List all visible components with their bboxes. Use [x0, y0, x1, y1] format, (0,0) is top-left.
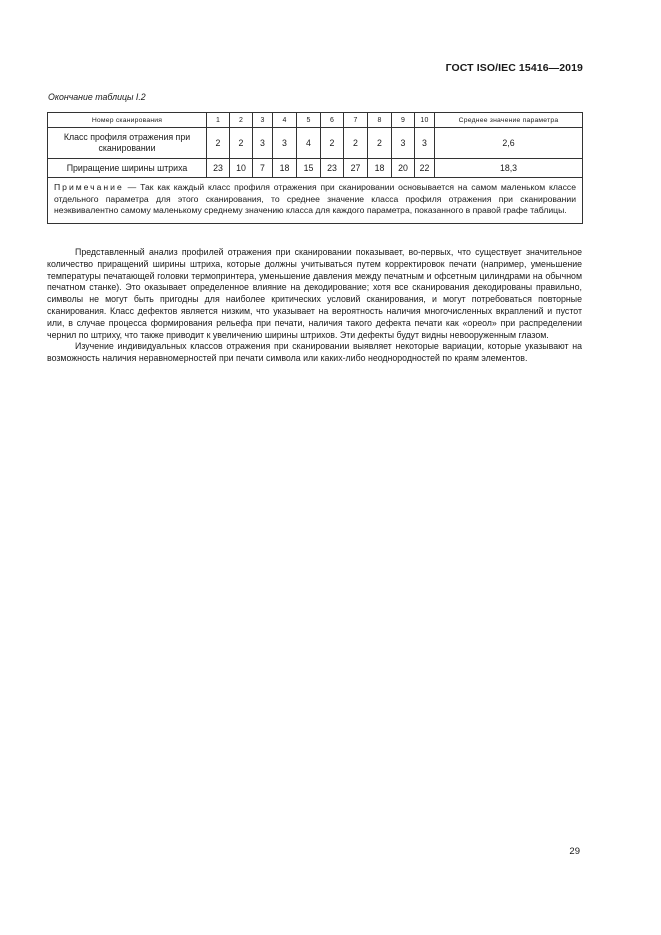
header-scan-7: 7 — [344, 113, 368, 128]
table-cell: 4 — [297, 128, 321, 159]
table-cell: 27 — [344, 159, 368, 178]
table-cell: 18 — [368, 159, 392, 178]
document-header: ГОСТ ISO/IEC 15416—2019 — [445, 62, 583, 74]
header-scan-number: Номер сканирования — [48, 113, 207, 128]
paragraph: Представленный анализ профилей отражения при сканировании показывает, во-первых, что существует значительное количество приращений ширины штриха, которые должны учитываться путем корректировок печати (например, уменьшение температуры печатающей головки термопринтера, уменьшение давления между печатным и офсетным цилиндрами на обычном печатном станке). Это оказывает определенное влияние на декодирование; хотя все сканирования декодированы правильно, символы не могут быть пригодны для наиболее критических условий сканирования, и могут потребоваться повторные сканирования. Класс дефектов является низким, что указывает на вероятность наличия многочисленных вкраплений и пустот или, в случае процесса формирования рельефа при печати, наличия такого дефекта печати как «ореол» при распределении чернил по штриху, что также приводит к увеличению ширины штрихов. Эти дефекты будут видны невооруженным глазом. — [47, 247, 582, 340]
table-cell: 15 — [297, 159, 321, 178]
table-cell: 2 — [344, 128, 368, 159]
header-scan-1: 1 — [207, 113, 230, 128]
table-cell: 2 — [230, 128, 253, 159]
row-average: 2,6 — [435, 128, 583, 159]
results-table — [47, 112, 583, 224]
table-cell: 23 — [207, 159, 230, 178]
table-header-row — [48, 113, 583, 128]
table-cell: 3 — [415, 128, 435, 159]
header-scan-8: 8 — [368, 113, 392, 128]
table-cell: 7 — [253, 159, 273, 178]
header-average: Среднее значение параметра — [435, 113, 583, 128]
table-cell: 23 — [321, 159, 344, 178]
header-scan-4: 4 — [273, 113, 297, 128]
header-scan-2: 2 — [230, 113, 253, 128]
table-cell: 2 — [321, 128, 344, 159]
header-scan-3: 3 — [253, 113, 273, 128]
table-cell: 3 — [253, 128, 273, 159]
table-note — [48, 178, 583, 224]
table-note-row — [48, 178, 583, 224]
table-cell: 3 — [392, 128, 415, 159]
row-average: 18,3 — [435, 159, 583, 178]
table-row — [48, 159, 583, 178]
row-label: Приращение ширины штриха — [48, 159, 207, 178]
table-cell: 18 — [273, 159, 297, 178]
header-scan-9: 9 — [392, 113, 415, 128]
table-cell: 3 — [273, 128, 297, 159]
row-label: Класс профиля отражения при сканировании — [48, 128, 207, 159]
note-prefix: Примечание — [54, 182, 124, 192]
paragraph: Изучение индивидуальных классов отражения при сканировании выявляет некоторые вариации, которые указывают на возможность наличия неравномерностей при печати символа или каких-либо неоднородностей по краям элементов. — [47, 341, 582, 364]
header-scan-10: 10 — [415, 113, 435, 128]
table-caption: Окончание таблицы I.2 — [48, 92, 146, 102]
table-cell: 10 — [230, 159, 253, 178]
note-text: — Так как каждый класс профиля отражения при сканировании основывается на самом маленьком классе отдельного параметра для этого сканирования, то среднее значение класса профиля отражения при сканировании неэквивалентно самому маленькому среднему значению класса для каждого параметра, показанного в правой графе таблицы. — [54, 182, 576, 216]
table-cell: 2 — [368, 128, 392, 159]
page-number: 29 — [569, 846, 580, 857]
table-row — [48, 128, 583, 159]
body-text — [47, 247, 582, 365]
header-scan-5: 5 — [297, 113, 321, 128]
table-cell: 2 — [207, 128, 230, 159]
header-scan-6: 6 — [321, 113, 344, 128]
table-cell: 22 — [415, 159, 435, 178]
table-cell: 20 — [392, 159, 415, 178]
